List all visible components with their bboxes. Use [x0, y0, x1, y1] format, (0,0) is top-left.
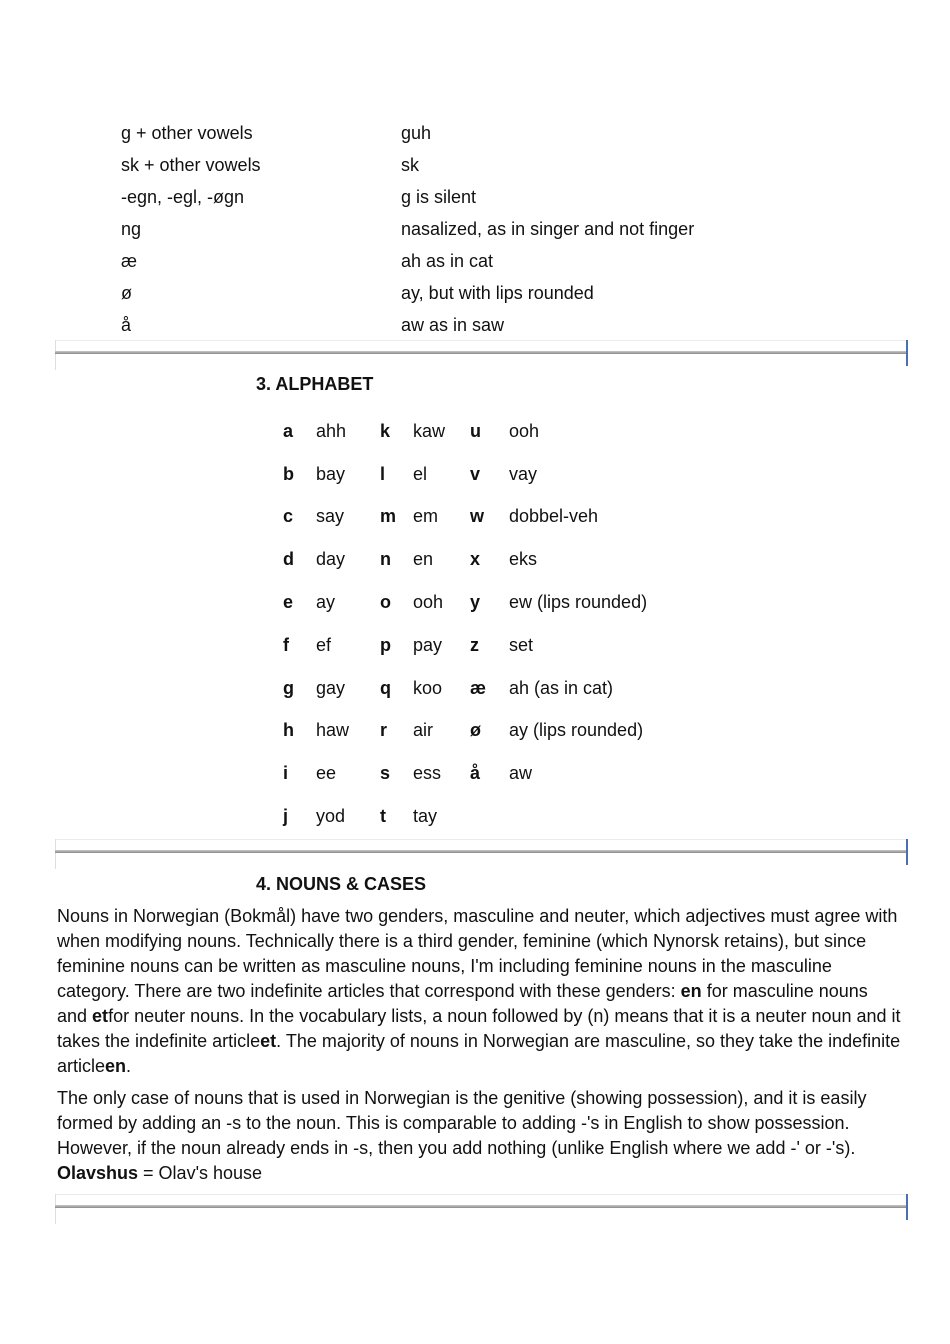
- letter: s: [380, 763, 391, 784]
- table-row: [121, 149, 694, 181]
- letter-name: gay: [316, 677, 346, 698]
- letter-name: tay: [413, 806, 438, 827]
- letter-name: em: [413, 506, 439, 527]
- letter-name: vay: [509, 463, 538, 484]
- letter: q: [380, 677, 391, 698]
- letters-cell: å: [121, 314, 132, 335]
- table-row: [121, 117, 694, 149]
- letter: d: [283, 549, 294, 570]
- letter: e: [283, 592, 294, 613]
- sound-cell: guh: [401, 122, 432, 143]
- letter: a: [283, 420, 294, 441]
- letter: y: [470, 592, 481, 613]
- letter-name: set: [509, 634, 534, 655]
- letter: k: [380, 420, 391, 441]
- letter-name: eks: [509, 549, 538, 570]
- letter-name: say: [316, 506, 345, 527]
- sound-cell: ay, but with lips rounded: [401, 282, 594, 303]
- letter-name: koo: [413, 677, 443, 698]
- table-row: [121, 213, 694, 245]
- letter-name: ah (as in cat): [509, 677, 614, 698]
- letter: g: [283, 677, 294, 698]
- letter: m: [380, 506, 397, 527]
- letter-name: ay (lips rounded): [509, 720, 644, 741]
- letter: j: [283, 806, 289, 827]
- letter: n: [380, 549, 391, 570]
- paragraph: The only case of nouns that is used in Norwegian is the genitive (showing possession), and it is easily formed by adding an -s to the noun. This is comparable to adding -'s in English to show possession. However, if the noun already ends in -s, then you add nothing (unlike English where we add -' or -'s). Olavshus = Olav's house: [57, 1088, 867, 1183]
- letters-cell: sk + other vowels: [121, 154, 261, 175]
- section-divider: [55, 839, 908, 869]
- table-row: [283, 581, 647, 624]
- letters-cell: g + other vowels: [121, 122, 253, 143]
- letter: t: [380, 806, 386, 827]
- letter-name: pay: [413, 634, 443, 655]
- letter: h: [283, 720, 294, 741]
- letter-name: aw: [509, 763, 533, 784]
- letter-name: kaw: [413, 420, 446, 441]
- letter-name: ee: [316, 763, 337, 784]
- letters-cell: ng: [121, 218, 142, 239]
- letter-name: haw: [316, 720, 350, 741]
- letter: l: [380, 463, 386, 484]
- letter: w: [470, 506, 485, 527]
- letter: æ: [470, 677, 487, 698]
- letter: v: [470, 463, 481, 484]
- letter-name: dobbel-veh: [509, 506, 599, 527]
- table-row: [121, 277, 694, 309]
- table-row: [283, 453, 647, 496]
- letter-name: bay: [316, 463, 346, 484]
- letter-name: ef: [316, 634, 332, 655]
- pronunciation-table: [121, 117, 694, 341]
- table-row: [121, 245, 694, 277]
- letter: r: [380, 720, 388, 741]
- letter: p: [380, 634, 391, 655]
- table-row: [283, 496, 647, 539]
- sound-cell: nasalized, as in singer and not finger: [401, 218, 695, 239]
- table-row: [283, 410, 647, 453]
- sound-cell: aw as in saw: [401, 314, 505, 335]
- sound-cell: ah as in cat: [401, 250, 494, 271]
- letter: b: [283, 463, 294, 484]
- table-row: [283, 795, 647, 838]
- letter-name: ooh: [509, 420, 540, 441]
- letter: å: [470, 763, 481, 784]
- letter-name: el: [413, 463, 428, 484]
- table-row: [121, 181, 694, 213]
- letter: z: [470, 634, 479, 655]
- sound-cell: sk: [401, 154, 419, 175]
- letter: x: [470, 549, 481, 570]
- letters-cell: -egn, -egl, -øgn: [121, 186, 245, 207]
- letter: i: [283, 763, 289, 784]
- letter-name: ahh: [316, 420, 347, 441]
- nouns-body: [57, 904, 902, 1186]
- letter-name: yod: [316, 806, 346, 827]
- section-divider: [55, 1194, 908, 1224]
- letter-name: air: [413, 720, 434, 741]
- alphabet-title: 3. ALPHABET: [256, 374, 374, 394]
- letters-cell: æ: [121, 250, 138, 271]
- letter-name: ooh: [413, 592, 444, 613]
- table-row: [283, 752, 647, 795]
- letter-name: en: [413, 549, 434, 570]
- table-row: [283, 667, 647, 710]
- table-row: [283, 710, 647, 753]
- table-row: [283, 624, 647, 667]
- letter: o: [380, 592, 391, 613]
- letter: f: [283, 634, 289, 655]
- table-row: [283, 538, 647, 581]
- table-row: [121, 309, 694, 341]
- letter-name: ay: [316, 592, 336, 613]
- paragraph: Nouns in Norwegian (Bokmål) have two genders, masculine and neuter, which adjectives must agree with when modifying nouns. Technically there is a third gender, feminine (which Nynorsk retains), but since feminine nouns can be written as masculine nouns, I'm including feminine nouns in the masculine category. There are two indefinite articles that correspond with these genders: en for masculine nouns and etfor neuter nouns. In the vocabulary lists, a noun followed by (n) means that it is a neuter noun and it takes the indefinite articleet. The majority of nouns in Norwegian are masculine, so they take the indefinite articleen.: [57, 906, 901, 1076]
- letter: u: [470, 420, 481, 441]
- letter-name: ess: [413, 763, 442, 784]
- sound-cell: g is silent: [401, 186, 477, 207]
- section-divider: [55, 340, 908, 370]
- letter: ø: [470, 720, 481, 741]
- letter: c: [283, 506, 294, 527]
- alphabet-table: [283, 410, 647, 838]
- letter-name: day: [316, 549, 346, 570]
- letters-cell: ø: [121, 282, 132, 303]
- nouns-title: 4. NOUNS & CASES: [256, 874, 427, 894]
- letter-name: ew (lips rounded): [509, 592, 648, 613]
